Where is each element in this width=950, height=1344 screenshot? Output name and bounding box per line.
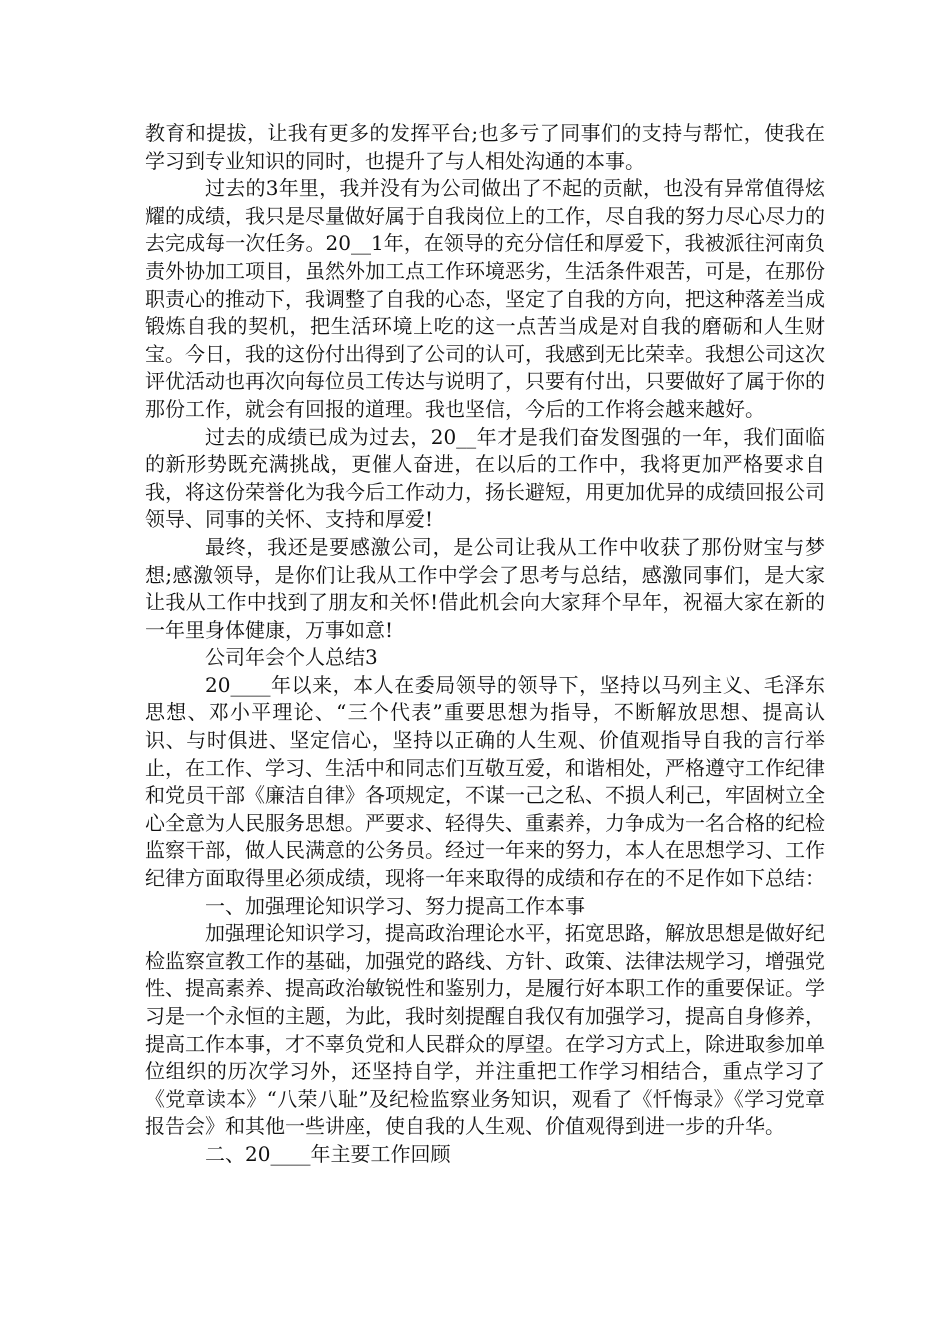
document-body (145, 120, 825, 1169)
paragraph-6: 20____年以来，本人在委局领导的领导下，坚持以马列主义、毛泽东思想、邓小平理论、“三个代表”重要思想为指导，不断解放思想、提高认识、与时俱进、坚定信心，坚持以正确的人生观、价值观指导自我的言行举止，在工作、学习、生活中和同志们互敬互爱，和谐相处，严格遵守工作纪律和党员干部《廉洁自律》各项规定，不谋一己之私、不损人利己，牢固树立全心全意为人民服务思想。严要求、轻得失、重素养，力争成为一名合格的纪检监察干部，做人民满意的公务员。经过一年来的努力，本人在思想学习、工作纪律方面取得里必须成绩，现将一年来取得的成绩和存在的不足作如下总结： (145, 672, 825, 891)
paragraph-3: 过去的成绩已成为过去，20__年才是我们奋发图强的一年，我们面临的新形势既充满挑战，更催人奋进，在以后的工作中，我将更加严格要求自我，将这份荣誉化为我今后工作动力，扬长避短，用更加优异的成绩回报公司领导、同事的关怀、支持和厚爱! (145, 424, 825, 532)
paragraph-1: 教育和提拔，让我有更多的发挥平台;也多亏了同事们的支持与帮忙，使我在学习到专业知识的同时，也提升了与人相处沟通的本事。 (145, 121, 825, 173)
paragraph-2: 过去的3年里，我并没有为公司做出了不起的贡献，也没有异常值得炫耀的成绩，我只是尽量做好属于自我岗位上的工作，尽自我的努力尽心尽力的去完成每一次任务。20__1年，在领导的充分信任和厚爱下，我被派往河南负责外协加工项目，虽然外加工点工作环境恶劣，生活条件艰苦，可是，在那份职责心的推动下，我调整了自我的心态，坚定了自我的方向，把这种落差当成锻炼自我的契机，把生活环境上吃的这一点苦当成是对自我的磨砺和人生财宝。今日，我的这份付出得到了公司的认可，我感到无比荣幸。我想公司这次评优活动也再次向每位员工传达与说明了，只要有付出，只要做好了属于你的那份工作，就会有回报的道理。我也坚信，今后的工作将会越来越好。 (145, 176, 825, 421)
paragraph-8: 加强理论知识学习，提高政治理论水平，拓宽思路，解放思想是做好纪检监察宣教工作的基础，加强党的路线、方针、政策、法律法规学习，增强党性、提高素养、提高政治敏锐性和鉴别力，是履行好本职工作的重要保证。学习是一个永恒的主题，为此，我时刻提醒自我仅有加强学习，提高自身修养，提高工作本事，才不辜负党和人民群众的厚望。在学习方式上，除进取参加单位组织的历次学习外，还坚持自学，并注重把工作学习相结合，重点学习了《党章读本》“八荣八耻”及纪检监察业务知识，观看了《忏悔录》《学习党章报告会》和其他一些讲座，使自我的人生观、价值观得到进一步的升华。 (145, 921, 825, 1139)
heading-section-2: 二、20____年主要工作回顾 (205, 1141, 451, 1166)
paragraph-4: 最终，我还是要感激公司，是公司让我从工作中收获了那份财宝与梦想;感激领导，是你们让我从工作中学会了思考与总结，感激同事们，是大家让我从工作中找到了朋友和关怀!借此机会向大家拜个早年，祝福大家在新的一年里身体健康，万事如意! (145, 534, 825, 642)
heading-section-1: 一、加强理论知识学习、努力提高工作本事 (205, 893, 585, 918)
section-title-summary-3: 公司年会个人总结3 (205, 645, 378, 670)
